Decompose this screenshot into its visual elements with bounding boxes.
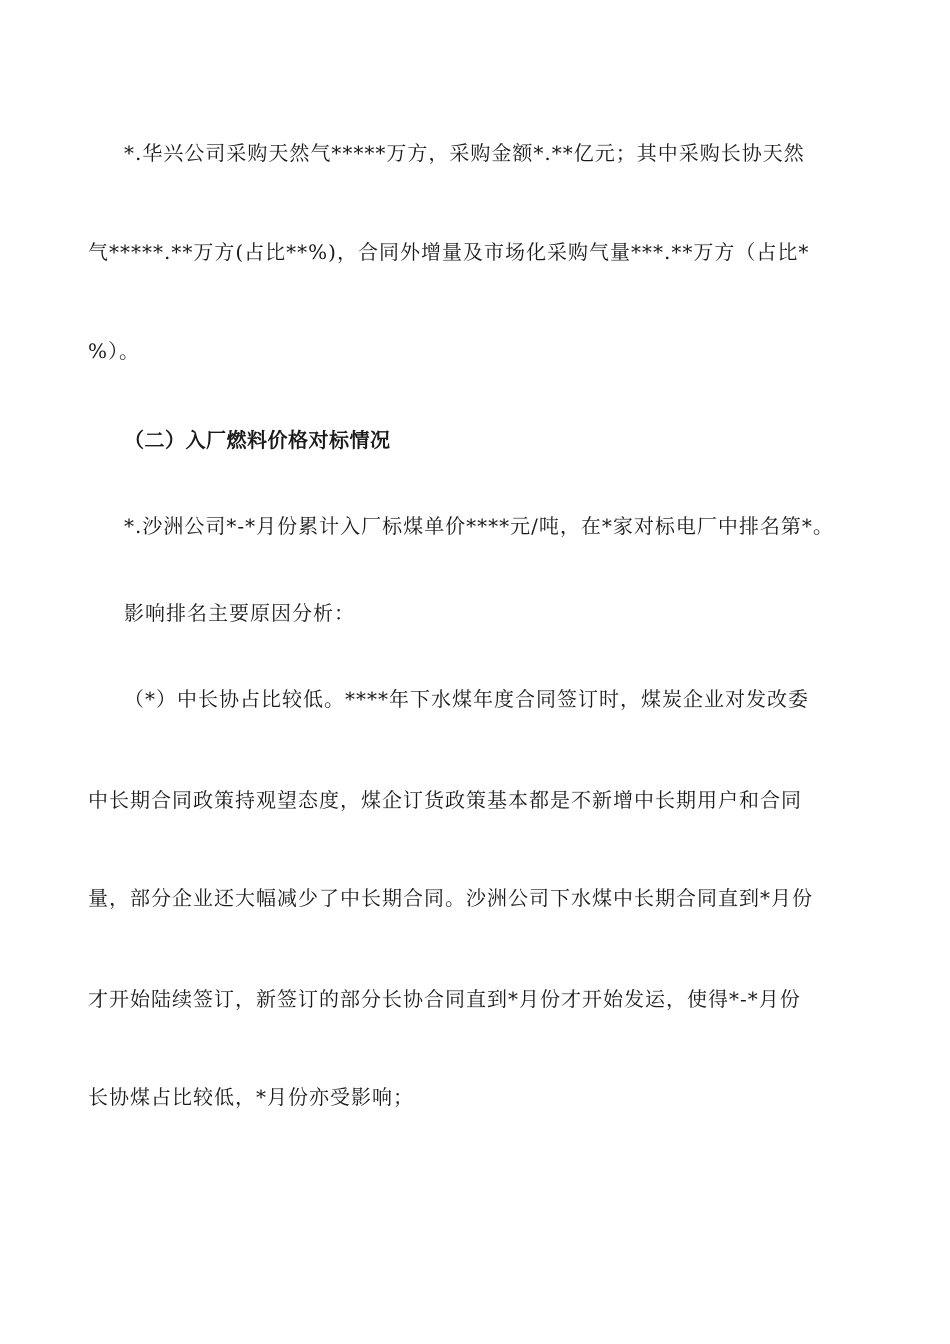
paragraph-4-line-2: 中长期合同政策持观望态度，煤企订货政策基本都是不新增中长期用户和合同 [88, 788, 802, 812]
paragraph-3-line-1: 影响排名主要原因分析： [124, 601, 355, 625]
paragraph-4-line-1: （*）中长协占比较低。****年下水煤年度合同签订时，煤炭企业对发改委 [124, 687, 809, 711]
paragraph-4-line-3: 量，部分企业还大幅减少了中长期合同。沙洲公司下水煤中长期合同直到*月份 [88, 886, 813, 910]
paragraph-4-line-4: 才开始陆续签订，新签订的部分长协合同直到*月份才开始发运，使得*-*月份 [88, 987, 801, 1011]
paragraph-4-line-5: 长协煤占比较低，*月份亦受影响； [88, 1085, 414, 1109]
paragraph-1-line-2: 气*****.**万方(占比**%)，合同外增量及市场化采购气量***.**万方（占比* [88, 240, 810, 264]
paragraph-1-line-1: *.华兴公司采购天然气*****万方，采购金额*.**亿元；其中采购长协天然 [124, 141, 805, 165]
section-heading: （二）入厂燃料价格对标情况 [124, 428, 391, 452]
paragraph-1-line-3: %）。 [88, 339, 141, 363]
paragraph-2-line-1: *.沙洲公司*-*月份累计入厂标煤单价****元/吨，在*家对标电厂中排名第*。 [124, 514, 834, 538]
